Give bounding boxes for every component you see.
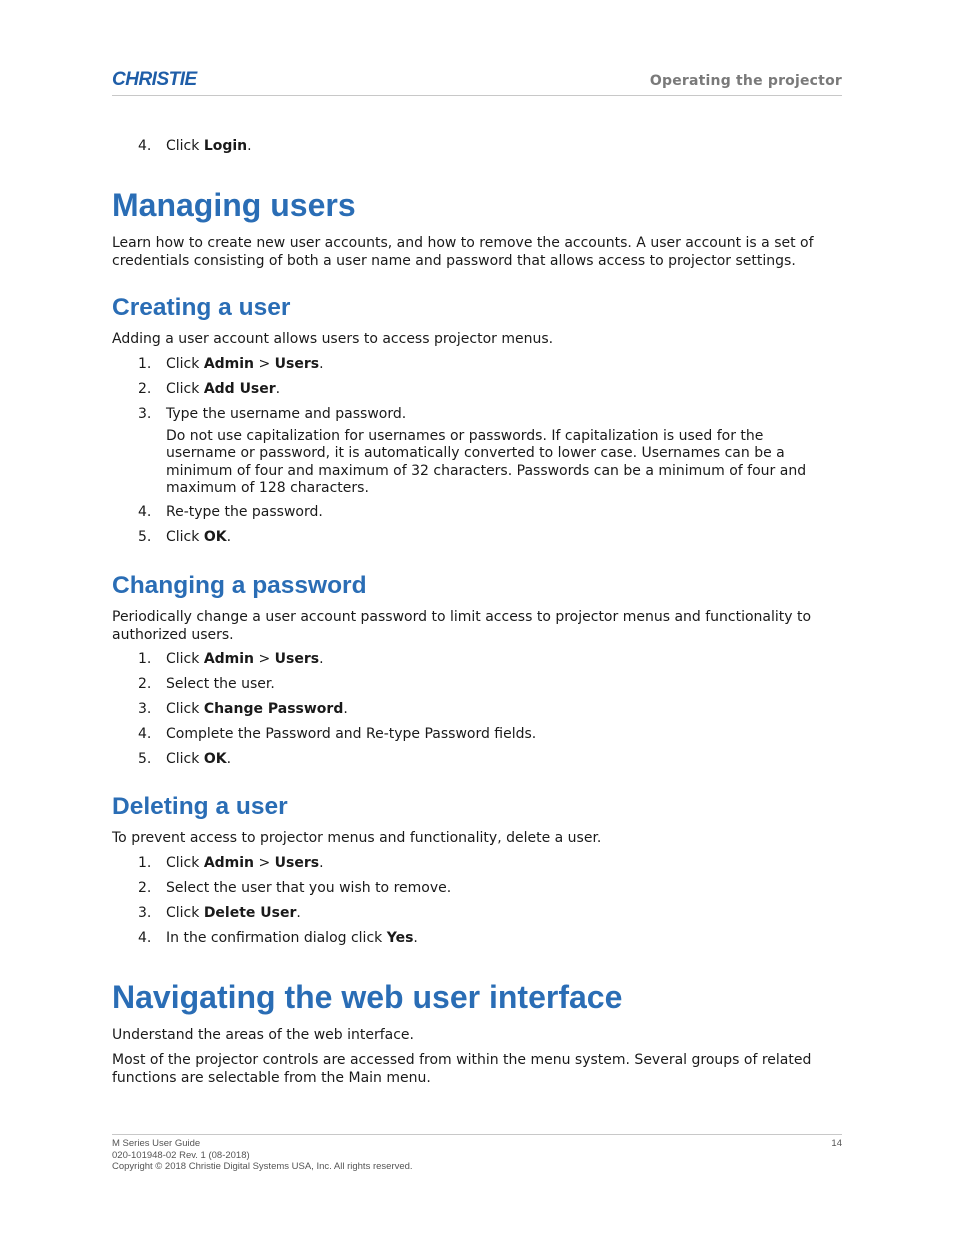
heading-changing-password: Changing a password <box>112 572 367 599</box>
step-number: 3. <box>138 905 152 921</box>
changing-step-4 <box>138 726 838 744</box>
deleting-step-1 <box>138 855 838 873</box>
footer-info <box>112 1138 413 1173</box>
creating-step-1 <box>138 356 838 374</box>
creating-step-4 <box>138 504 838 522</box>
step-bold: Delete User <box>203 905 297 921</box>
step-bold: Admin <box>203 651 255 667</box>
changing-step-1 <box>138 651 838 669</box>
creating-note: Do not use capitalization for usernames or passwords. If capitalization is used for the username or password, it is automatically converted to lower case. Usernames can be a minimum of four and maximum of 32 characters. Passwords can be a minimum of four and maximum of 128 characters. <box>166 428 807 496</box>
creating-step-5 <box>138 529 838 547</box>
changing-step-5 <box>138 751 838 769</box>
step-number: 4. <box>138 138 152 154</box>
step-punct: . <box>296 905 301 921</box>
step-number: 5. <box>138 751 152 767</box>
navigating-p2: Most of the projector controls are accessed from within the menu system. Several groups of related functions are selectable from the Main menu. <box>112 1052 812 1086</box>
step-separator: > <box>254 651 275 667</box>
step-text: Click <box>166 751 204 767</box>
step-bold: Admin <box>203 356 255 372</box>
step-text: Select the user that you wish to remove. <box>166 880 452 896</box>
step-bold: Yes <box>386 930 414 946</box>
step-bold: Users <box>274 651 320 667</box>
deleting-step-2 <box>138 880 838 898</box>
creating-step-3 <box>138 406 838 424</box>
step-punct: . <box>319 651 324 667</box>
step-number: 2. <box>138 381 152 397</box>
step-punct: . <box>319 855 324 871</box>
step-punct: . <box>226 751 232 767</box>
creating-desc: Adding a user account allows users to access projector menus. <box>112 331 554 347</box>
christie-logo <box>112 68 222 88</box>
page-footer <box>112 1134 842 1172</box>
step-text: Click <box>166 381 204 397</box>
step-punct: . <box>413 930 418 946</box>
step-bold: Admin <box>203 855 255 871</box>
heading-managing-users: Managing users <box>112 187 356 223</box>
creating-step-2 <box>138 381 838 399</box>
step-number: 1. <box>138 855 152 871</box>
step-text: In the confirmation dialog click <box>166 930 387 946</box>
page-number: 14 <box>831 1138 842 1149</box>
navigating-p1: Understand the areas of the web interface. <box>112 1027 414 1043</box>
step-bold: OK <box>203 751 227 767</box>
step-text: Click <box>166 855 204 871</box>
managing-desc: Learn how to create new user accounts, and how to remove the accounts. A user account is a set of credentials consisting of both a user name and password that allows access to projector settings. <box>112 235 814 269</box>
step-text: Select the user. <box>166 676 275 692</box>
step-bold: Change Password <box>203 701 344 717</box>
deleting-desc: To prevent access to projector menus and functionality, delete a user. <box>112 830 602 846</box>
step-number: 4. <box>138 726 152 742</box>
step-separator: > <box>254 356 275 372</box>
step-punct: . <box>226 529 232 545</box>
heading-navigating-web-ui: Navigating the web user interface <box>112 979 623 1015</box>
changing-step-2 <box>138 676 838 694</box>
svg-text:CHRISTIE: CHRISTIE <box>112 69 197 88</box>
section-title: Operating the projector <box>649 73 842 89</box>
heading-creating-user: Creating a user <box>112 294 291 321</box>
step-number: 2. <box>138 880 152 896</box>
step-separator: > <box>254 855 275 871</box>
footer-copyright: Copyright © 2018 Christie Digital Systems USA, Inc. All rights reserved. <box>112 1161 413 1172</box>
step-bold: OK <box>203 529 227 545</box>
step-text: Complete the Password and Re-type Password fields. <box>166 726 537 742</box>
step-bold: Add User <box>203 381 276 397</box>
footer-doc-number: 020-101948-02 Rev. 1 (08-2018) <box>112 1149 250 1161</box>
changing-desc: Periodically change a user account password to limit access to projector menus and functionality to authorized users. <box>112 609 812 643</box>
step-number: 5. <box>138 529 152 545</box>
step-text: Click <box>166 138 204 154</box>
heading-deleting-user: Deleting a user <box>112 793 288 820</box>
step-text: Click <box>166 905 204 921</box>
step-punct: . <box>343 701 348 717</box>
step-text: Click <box>166 651 204 667</box>
step-text: Click <box>166 529 204 545</box>
step-bold: Login <box>203 138 248 154</box>
changing-step-3 <box>138 701 838 719</box>
step-number: 3. <box>138 701 152 717</box>
step-text: Re-type the password. <box>166 504 323 520</box>
deleting-step-4 <box>138 930 838 948</box>
step-punct: . <box>275 381 281 397</box>
step-number: 3. <box>138 406 152 422</box>
deleting-step-3 <box>138 905 838 923</box>
step-bold: Users <box>274 356 320 372</box>
intro-step <box>138 138 838 156</box>
step-text: Type the username and password. <box>166 406 407 422</box>
step-number: 1. <box>138 651 152 667</box>
step-text: Click <box>166 701 204 717</box>
step-punct: . <box>319 356 324 372</box>
page-header <box>112 66 842 96</box>
step-number: 1. <box>138 356 152 372</box>
step-number: 2. <box>138 676 152 692</box>
step-number: 4. <box>138 930 152 946</box>
step-bold: Users <box>274 855 320 871</box>
step-text: Click <box>166 356 204 372</box>
step-number: 4. <box>138 504 152 520</box>
footer-guide-name: M Series User Guide <box>112 1138 201 1149</box>
step-punct: . <box>247 138 252 154</box>
